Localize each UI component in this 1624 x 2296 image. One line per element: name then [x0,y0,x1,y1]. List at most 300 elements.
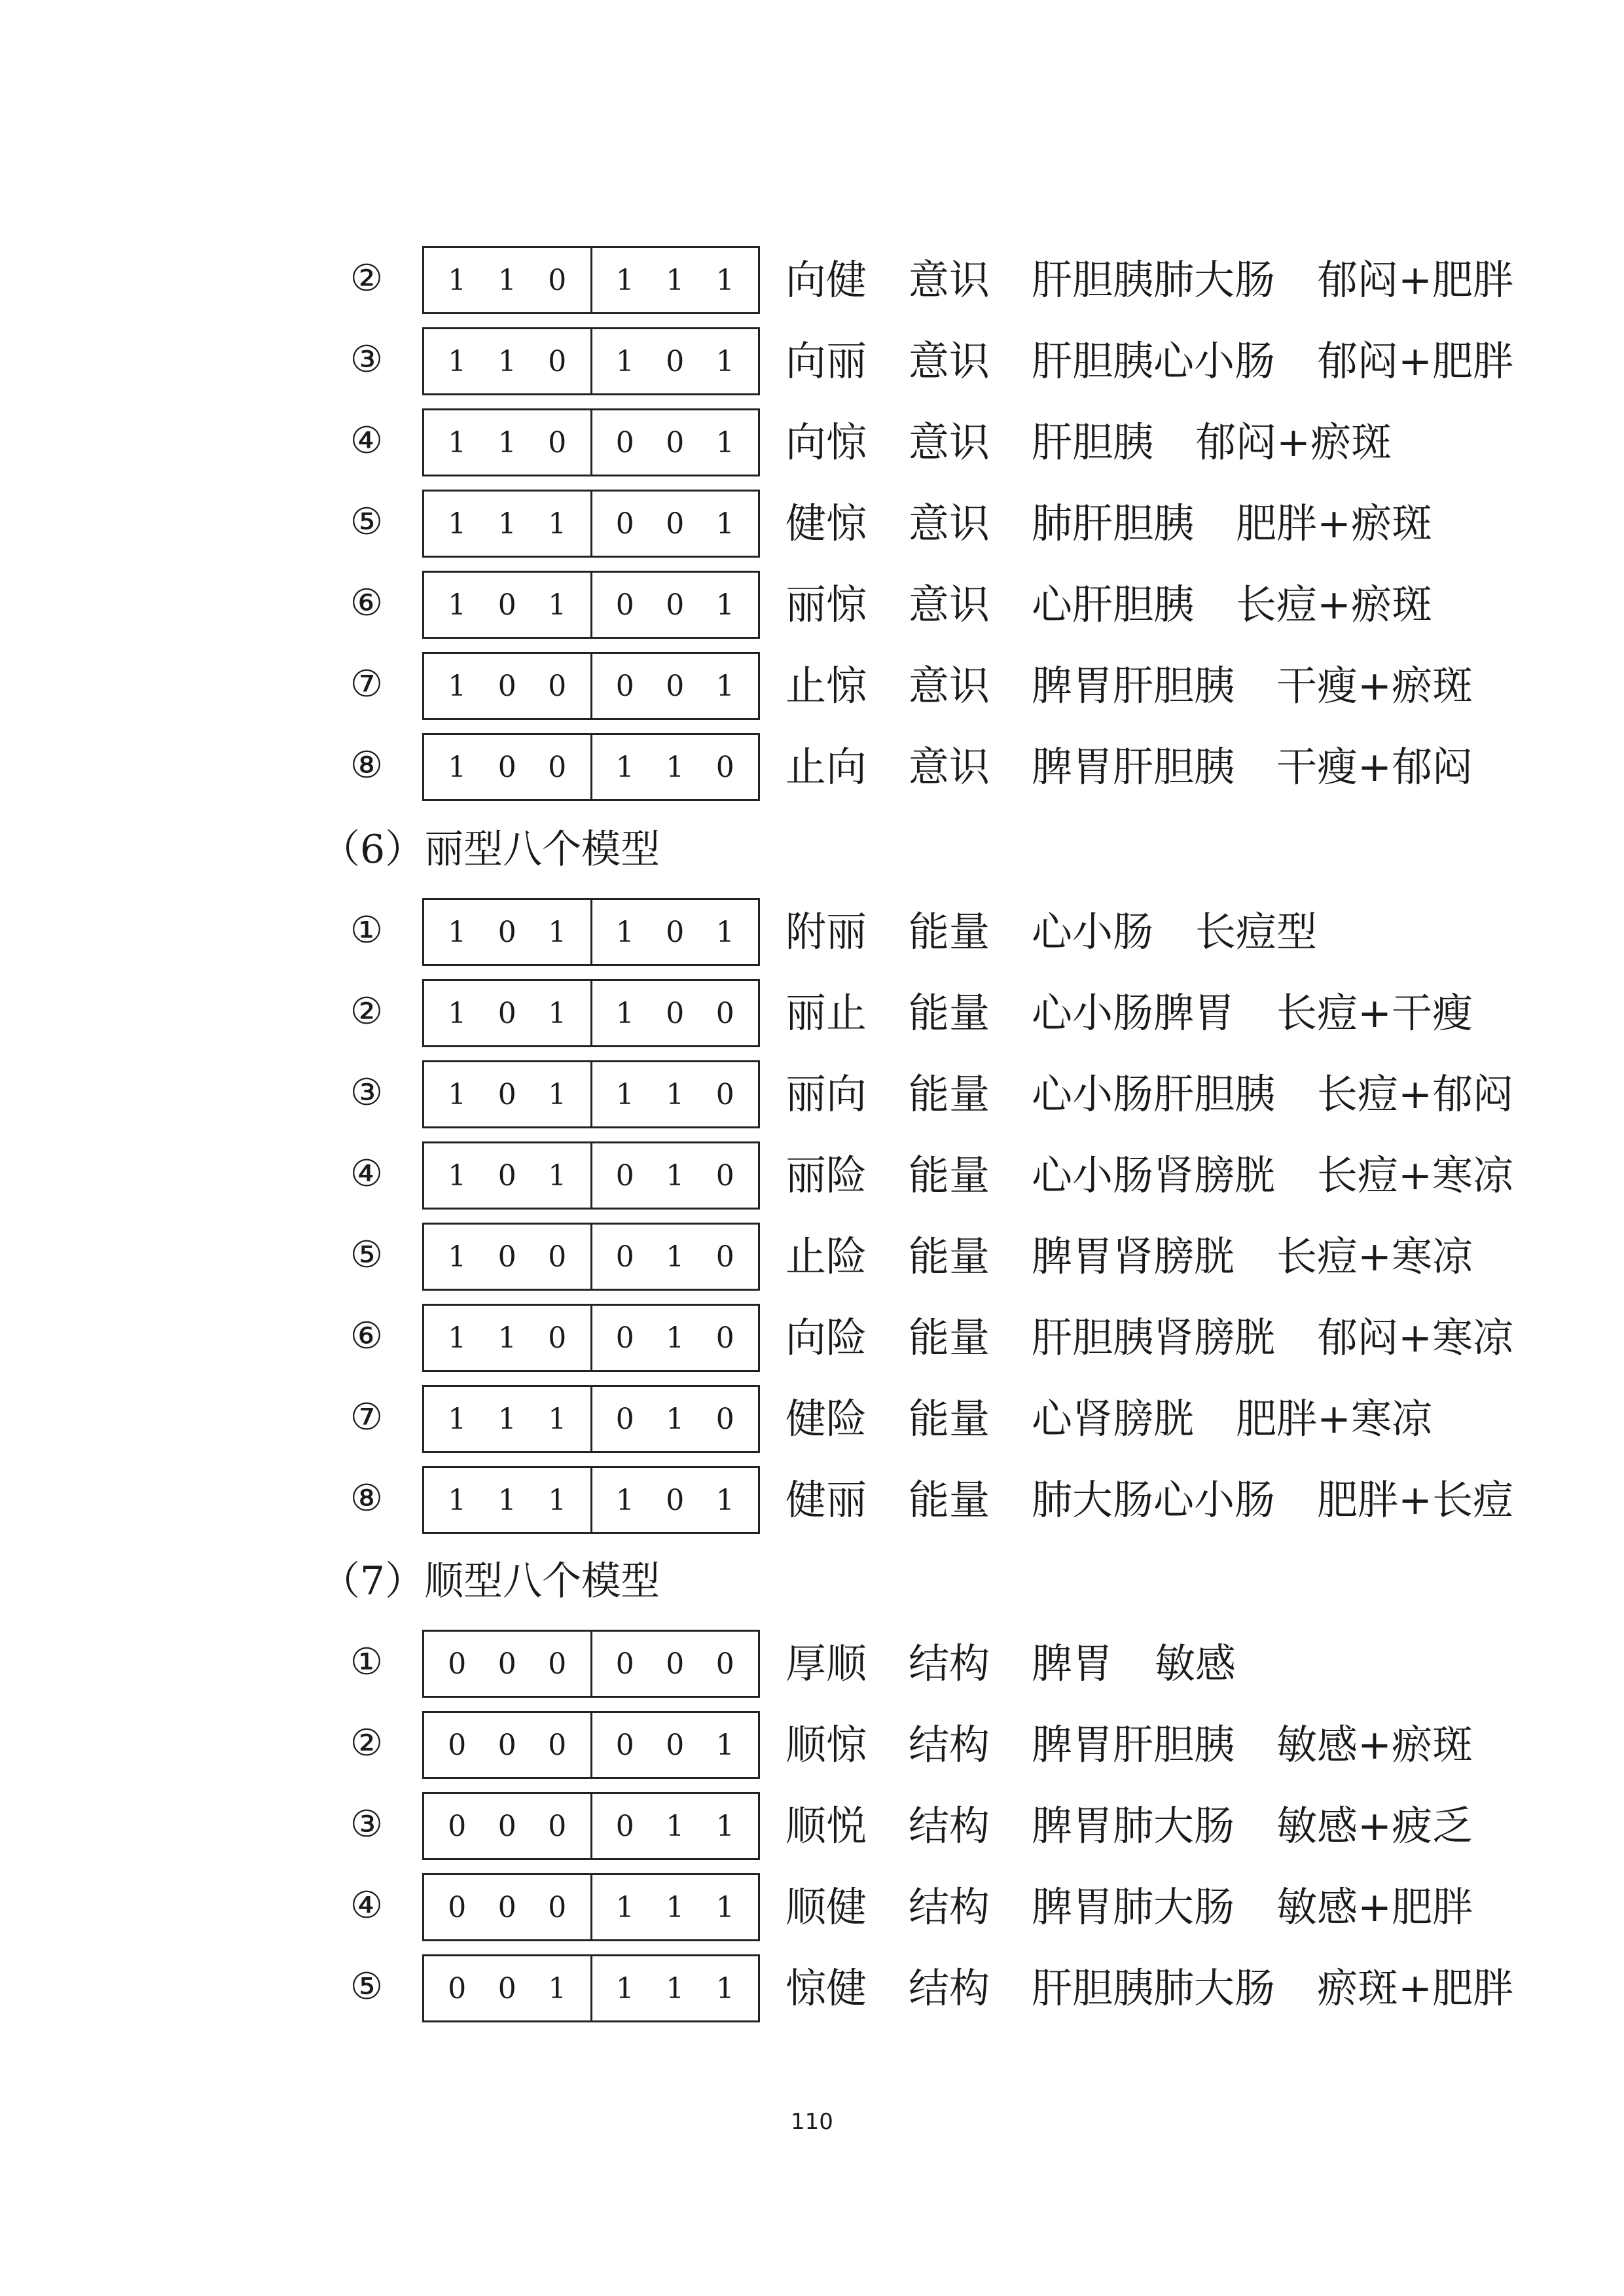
model-row [0,898,1624,966]
upper-trigram [424,1143,590,1208]
model-category: 结构 [909,1802,990,1850]
model-description [785,577,1432,632]
code-digit: 0 [448,1647,467,1681]
lower-trigram [590,735,759,799]
binary-code-box [422,1792,760,1860]
model-description [785,740,1473,795]
model-name: 向惊 [785,418,867,466]
organ-list: 肝胆胰肺大肠 [1032,256,1276,304]
symptom-type: 郁闷+寒凉 [1317,1314,1513,1361]
model-row [0,1630,1624,1698]
organ-list: 脾胃肝胆胰 [1032,743,1235,791]
row-number: ④ [350,420,384,462]
code-digit: 1 [666,1158,685,1193]
organ-list: 肺肝胆胰 [1032,499,1195,547]
model-name: 顺健 [785,1883,867,1931]
code-digit: 1 [448,915,467,949]
upper-trigram [424,1956,590,2020]
model-name: 健丽 [785,1476,867,1524]
code-digit: 0 [715,1158,734,1193]
code-digit: 1 [715,263,734,297]
code-digit: 0 [615,1402,634,1436]
symptom-type: 肥胖+瘀斑 [1236,499,1432,547]
lower-trigram [590,1062,759,1126]
code-digit: 1 [448,1158,467,1193]
code-digit: 1 [715,588,734,622]
code-digit: 1 [615,1483,634,1517]
model-description [785,1636,1236,1691]
model-description [785,1229,1473,1284]
code-digit: 0 [715,1647,734,1681]
code-digit: 0 [666,507,685,541]
row-number: ⑤ [350,1234,384,1276]
code-digit: 1 [448,996,467,1030]
symptom-type: 长痘+寒凉 [1276,1232,1473,1280]
symptom-type: 长痘+郁闷 [1317,1070,1513,1118]
upper-trigram [424,654,590,718]
code-digit: 1 [615,344,634,378]
code-digit: 1 [497,1483,516,1517]
symptom-type: 敏感+疲乏 [1276,1802,1473,1850]
code-digit: 1 [615,915,634,949]
model-row [0,1711,1624,1779]
organ-list: 心小肠脾胃 [1032,989,1235,1037]
code-digit: 0 [666,344,685,378]
code-digit: 1 [448,1483,467,1517]
code-digit: 0 [548,1321,567,1355]
row-number: ② [350,990,384,1033]
row-number: ⑧ [350,1477,384,1520]
code-digit: 1 [615,996,634,1030]
model-row [0,490,1624,558]
code-digit: 1 [666,1321,685,1355]
model-row [0,327,1624,395]
symptom-type: 肥胖+寒凉 [1236,1395,1432,1443]
model-name: 向丽 [785,337,867,385]
section-heading: （7）顺型八个模型 [321,1558,660,1604]
lower-trigram [590,1468,759,1532]
code-digit: 1 [497,344,516,378]
model-name: 止险 [785,1232,867,1280]
code-digit: 1 [548,996,567,1030]
code-digit: 0 [615,1240,634,1274]
lower-trigram [590,410,759,475]
code-digit: 1 [666,1809,685,1843]
upper-trigram [424,900,590,964]
upper-trigram [424,329,590,393]
model-description [785,1148,1513,1203]
row-number: ⑦ [350,1396,384,1439]
row-number: ④ [350,1884,384,1927]
section-heading: （6）丽型八个模型 [321,827,660,872]
model-row [0,1060,1624,1128]
code-digit: 1 [715,1971,734,2005]
code-digit: 0 [548,263,567,297]
code-digit: 1 [548,1158,567,1193]
model-category: 结构 [909,1964,990,2012]
binary-code-box [422,1060,760,1128]
code-digit: 0 [615,1647,634,1681]
model-category: 意识 [909,581,990,628]
code-digit: 1 [448,1240,467,1274]
row-number: ③ [350,1071,384,1114]
code-digit: 1 [448,669,467,703]
code-digit: 0 [548,1240,567,1274]
binary-code-box [422,898,760,966]
binary-code-box [422,1466,760,1534]
model-category: 能量 [909,908,990,956]
organ-list: 心小肠肾膀胱 [1032,1151,1276,1199]
code-digit: 0 [497,669,516,703]
code-digit: 0 [497,1158,516,1193]
binary-code-box [422,1954,760,2022]
code-digit: 0 [548,1647,567,1681]
code-digit: 0 [666,1647,685,1681]
model-description [785,905,1317,960]
code-digit: 0 [497,1077,516,1111]
model-row [0,1466,1624,1534]
code-digit: 0 [548,344,567,378]
code-digit: 1 [615,750,634,784]
lower-trigram [590,654,759,718]
code-digit: 0 [666,1728,685,1762]
binary-code-box [422,652,760,720]
model-name: 丽向 [785,1070,867,1118]
code-digit: 0 [715,750,734,784]
row-number: ⑥ [350,1315,384,1357]
row-number: ③ [350,338,384,381]
code-digit: 1 [666,1971,685,2005]
model-row [0,733,1624,801]
code-digit: 0 [497,1647,516,1681]
symptom-type: 敏感+肥胖 [1276,1883,1473,1931]
symptom-type: 郁闷+瘀斑 [1195,418,1392,466]
binary-code-box [422,408,760,476]
code-digit: 0 [666,1483,685,1517]
code-digit: 1 [615,263,634,297]
symptom-type: 长痘型 [1195,908,1318,956]
code-digit: 1 [666,1402,685,1436]
model-name: 健险 [785,1395,867,1443]
code-digit: 1 [448,1077,467,1111]
code-digit: 0 [666,425,685,459]
row-number: ④ [350,1153,384,1195]
organ-list: 脾胃肝胆胰 [1032,1721,1235,1768]
model-row [0,652,1624,720]
upper-trigram [424,981,590,1045]
binary-code-box [422,490,760,558]
code-digit: 0 [666,996,685,1030]
code-digit: 1 [548,1402,567,1436]
model-row [0,1141,1624,1210]
code-digit: 0 [448,1728,467,1762]
model-row [0,1873,1624,1941]
organ-list: 脾胃肺大肠 [1032,1883,1235,1931]
row-number: ① [350,1641,384,1683]
organ-list: 心肝胆胰 [1032,581,1195,628]
row-number: ⑤ [350,501,384,543]
model-row [0,408,1624,476]
lower-trigram [590,248,759,312]
model-category: 结构 [909,1640,990,1687]
code-digit: 0 [548,1890,567,1924]
model-row [0,1385,1624,1453]
model-category: 能量 [909,1314,990,1361]
code-digit: 1 [715,425,734,459]
model-description [785,986,1473,1041]
code-digit: 0 [497,915,516,949]
model-description [785,1391,1432,1446]
code-digit: 0 [715,1240,734,1274]
model-name: 健惊 [785,499,867,547]
row-number: ⑧ [350,744,384,787]
code-digit: 1 [615,1890,634,1924]
model-category: 能量 [909,1151,990,1199]
symptom-type: 瘀斑+肥胖 [1317,1964,1513,2012]
binary-code-box [422,1711,760,1779]
row-number: ③ [350,1803,384,1846]
upper-trigram [424,1875,590,1939]
code-digit: 0 [548,1728,567,1762]
model-category: 能量 [909,989,990,1037]
model-name: 惊健 [785,1964,867,2012]
upper-trigram [424,573,590,637]
code-digit: 1 [448,263,467,297]
code-digit: 1 [615,1077,634,1111]
code-digit: 1 [497,1321,516,1355]
model-name: 止向 [785,743,867,791]
model-category: 能量 [909,1232,990,1280]
model-category: 意识 [909,743,990,791]
model-description [785,1067,1513,1122]
lower-trigram [590,900,759,964]
symptom-type: 郁闷+肥胖 [1317,337,1513,385]
model-description [785,334,1513,389]
model-name: 向健 [785,256,867,304]
code-digit: 1 [548,507,567,541]
upper-trigram [424,248,590,312]
upper-trigram [424,1632,590,1696]
symptom-type: 敏感+瘀斑 [1276,1721,1473,1768]
organ-list: 心小肠肝胆胰 [1032,1070,1276,1118]
code-digit: 1 [666,1890,685,1924]
code-digit: 1 [497,425,516,459]
code-digit: 0 [715,1402,734,1436]
code-digit: 1 [715,915,734,949]
model-name: 丽止 [785,989,867,1037]
model-row [0,979,1624,1047]
model-name: 丽惊 [785,581,867,628]
code-digit: 1 [715,1728,734,1762]
code-digit: 0 [497,1971,516,2005]
model-name: 丽险 [785,1151,867,1199]
code-digit: 1 [715,1890,734,1924]
code-digit: 0 [497,996,516,1030]
code-digit: 0 [666,588,685,622]
code-digit: 1 [715,1809,734,1843]
lower-trigram [590,981,759,1045]
model-description [785,415,1392,470]
model-name: 顺悦 [785,1802,867,1850]
lower-trigram [590,1306,759,1370]
code-digit: 0 [666,915,685,949]
code-digit: 0 [497,1809,516,1843]
code-digit: 0 [497,750,516,784]
page-number: 110 [791,2109,833,2135]
model-category: 结构 [909,1721,990,1768]
model-description [785,1717,1473,1772]
lower-trigram [590,492,759,556]
model-category: 能量 [909,1070,990,1118]
model-description [785,1799,1473,1854]
code-digit: 1 [548,915,567,949]
code-digit: 1 [448,507,467,541]
code-digit: 0 [548,425,567,459]
upper-trigram [424,410,590,475]
code-digit: 1 [615,1971,634,2005]
organ-list: 肝胆胰肾膀胱 [1032,1314,1276,1361]
model-category: 结构 [909,1883,990,1931]
symptom-type: 干瘦+郁闷 [1276,743,1473,791]
code-digit: 1 [715,1483,734,1517]
model-row [0,1954,1624,2022]
model-description [785,253,1513,308]
organ-list: 脾胃肺大肠 [1032,1802,1235,1850]
lower-trigram [590,1875,759,1939]
row-number: ⑤ [350,1965,384,2008]
code-digit: 0 [497,1890,516,1924]
code-digit: 0 [615,507,634,541]
organ-list: 肝胆胰肺大肠 [1032,1964,1276,2012]
code-digit: 0 [448,1971,467,2005]
code-digit: 0 [497,1728,516,1762]
model-category: 意识 [909,337,990,385]
lower-trigram [590,1632,759,1696]
code-digit: 1 [448,425,467,459]
model-category: 意识 [909,256,990,304]
code-digit: 1 [548,1077,567,1111]
model-description [785,496,1432,551]
model-description [785,658,1473,713]
code-digit: 0 [615,669,634,703]
code-digit: 0 [615,1321,634,1355]
code-digit: 1 [715,507,734,541]
code-digit: 0 [715,1321,734,1355]
model-name: 止惊 [785,662,867,709]
model-name: 厚顺 [785,1640,867,1687]
row-number: ⑦ [350,663,384,706]
row-number: ② [350,1722,384,1765]
binary-code-box [422,1141,760,1210]
lower-trigram [590,1143,759,1208]
code-digit: 1 [715,344,734,378]
model-name: 向险 [785,1314,867,1361]
row-number: ② [350,257,384,300]
code-digit: 1 [666,1240,685,1274]
model-name: 附丽 [785,908,867,956]
model-description [785,1310,1513,1365]
model-category: 意识 [909,499,990,547]
symptom-type: 肥胖+长痘 [1317,1476,1513,1524]
organ-list: 肺大肠心小肠 [1032,1476,1276,1524]
lower-trigram [590,1794,759,1858]
organ-list: 肝胆胰心小肠 [1032,337,1276,385]
lower-trigram [590,1225,759,1289]
code-digit: 1 [448,344,467,378]
symptom-type: 长痘+干瘦 [1276,989,1473,1037]
binary-code-box [422,979,760,1047]
organ-list: 心小肠 [1032,908,1154,956]
binary-code-box [422,1630,760,1698]
model-row [0,571,1624,639]
code-digit: 0 [615,425,634,459]
code-digit: 0 [615,1158,634,1193]
binary-code-box [422,1873,760,1941]
model-name: 顺惊 [785,1721,867,1768]
code-digit: 0 [448,1890,467,1924]
symptom-type: 长痘+寒凉 [1317,1151,1513,1199]
upper-trigram [424,1062,590,1126]
code-digit: 1 [497,1402,516,1436]
row-number: ① [350,909,384,952]
upper-trigram [424,1225,590,1289]
code-digit: 0 [448,1809,467,1843]
row-number: ⑥ [350,582,384,624]
code-digit: 0 [548,1809,567,1843]
model-category: 意识 [909,418,990,466]
code-digit: 1 [448,1402,467,1436]
code-digit: 0 [715,996,734,1030]
model-category: 能量 [909,1395,990,1443]
symptom-type: 郁闷+肥胖 [1317,256,1513,304]
lower-trigram [590,1387,759,1451]
code-digit: 0 [497,1240,516,1274]
code-digit: 0 [497,588,516,622]
binary-code-box [422,571,760,639]
code-digit: 1 [548,1971,567,2005]
organ-list: 脾胃 [1032,1640,1113,1687]
upper-trigram [424,735,590,799]
lower-trigram [590,573,759,637]
code-digit: 0 [615,1728,634,1762]
code-digit: 1 [448,1321,467,1355]
code-digit: 1 [666,750,685,784]
binary-code-box [422,733,760,801]
code-digit: 0 [666,669,685,703]
model-category: 能量 [909,1476,990,1524]
upper-trigram [424,1387,590,1451]
code-digit: 1 [548,588,567,622]
symptom-type: 敏感 [1155,1640,1236,1687]
organ-list: 肝胆胰 [1032,418,1154,466]
code-digit: 1 [448,588,467,622]
organ-list: 脾胃肝胆胰 [1032,662,1235,709]
code-digit: 1 [715,669,734,703]
model-description [785,1880,1473,1935]
binary-code-box [422,1385,760,1453]
upper-trigram [424,1468,590,1532]
code-digit: 0 [548,750,567,784]
model-row [0,246,1624,314]
model-description [785,1961,1513,2016]
code-digit: 1 [666,263,685,297]
binary-code-box [422,1304,760,1372]
symptom-type: 长痘+瘀斑 [1236,581,1432,628]
upper-trigram [424,1713,590,1777]
lower-trigram [590,1713,759,1777]
code-digit: 1 [448,750,467,784]
binary-code-box [422,1223,760,1291]
